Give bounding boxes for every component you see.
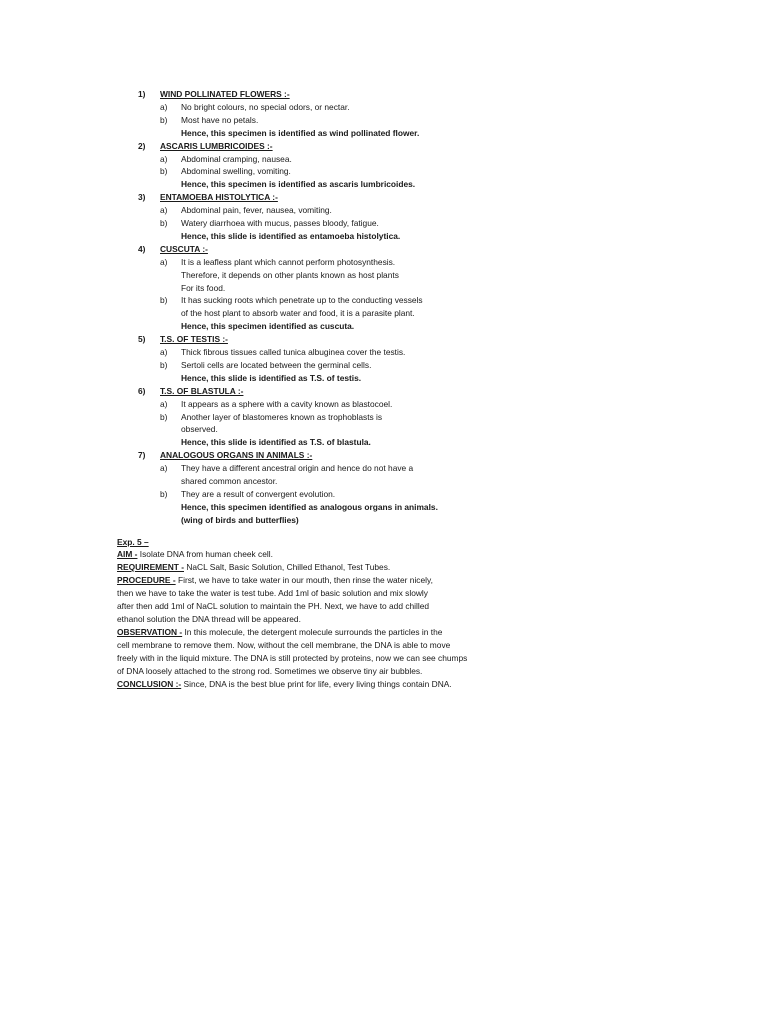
section-number: 1) [138, 89, 146, 99]
section-title: T.S. OF BLASTULA :- [160, 385, 244, 396]
aim-text: Isolate DNA from human cheek cell. [137, 549, 273, 559]
item-text: They are a result of convergent evolution. [181, 488, 336, 499]
item-text: It has sucking roots which penetrate up to the conducting vessels [181, 295, 423, 306]
identification-text: Hence, this specimen identified as cuscuta. [181, 321, 355, 332]
identification-text: Hence, this specimen is identified as wind pollinated flower. [181, 127, 420, 138]
item-letter: b) [160, 488, 168, 499]
aim-label: AIM - [117, 549, 138, 559]
item-text: Sertoli cells are located between the germinal cells. [181, 359, 372, 370]
item-text: of the host plant to absorb water and food, it is a parasite plant. [181, 308, 415, 319]
item-text: No bright colours, no special odors, or nectar. [181, 101, 350, 112]
section-title: ASCARIS LUMBRICOIDES :- [160, 140, 273, 151]
conclusion-line [117, 679, 452, 689]
item-text: Watery diarrhoea with mucus, passes bloody, fatigue. [181, 218, 379, 228]
identification-text: Hence, this specimen is identified as ascaris lumbricoides. [181, 179, 416, 190]
experiment-heading: Exp. 5 – [117, 537, 149, 547]
observation-text: cell membrane to remove them. Now, without the cell membrane, the DNA is able to move [117, 640, 451, 650]
item-text: Thick fibrous tissues called tunica albuginea cover the testis. [181, 347, 406, 357]
procedure-text: then we have to take the water is test tube. Add 1ml of basic solution and mix slowly [117, 588, 428, 598]
section-number: 7) [138, 450, 146, 461]
identification-text: Hence, this slide is identified as entamoeba histolytica. [181, 230, 401, 241]
requirement-line [117, 562, 390, 572]
item-letter: a) [160, 256, 168, 267]
item-text: Abdominal swelling, vomiting. [181, 166, 291, 177]
observation-label: OBSERVATION - [117, 627, 183, 637]
item-letter: a) [160, 205, 168, 216]
section-number: 6) [138, 385, 146, 396]
section-title: ANALOGOUS ORGANS IN ANIMALS :- [160, 450, 313, 461]
item-text: For its food. [181, 282, 226, 293]
item-letter: b) [160, 218, 168, 228]
procedure-text: First, we have to take water in our mouth, then rinse the water nicely, [175, 575, 433, 585]
section-number: 3) [138, 192, 146, 203]
identification-text: Hence, this specimen identified as analogous organs in animals. [181, 501, 438, 512]
section-number: 5) [138, 334, 146, 345]
item-text: observed. [181, 424, 218, 435]
observation-text: of DNA loosely attached to the strong rod. Sometimes we observe tiny air bubbles. [117, 666, 423, 676]
item-text: Abdominal cramping, nausea. [181, 153, 292, 164]
item-letter: a) [160, 398, 168, 409]
item-letter: b) [160, 114, 168, 125]
item-text: They have a different ancestral origin and hence do not have a [181, 463, 414, 474]
section-title: CUSCUTA :- [160, 243, 208, 254]
section-number: 4) [138, 243, 146, 254]
item-text: It appears as a sphere with a cavity known as blastocoel. [181, 398, 393, 409]
item-text: Therefore, it depends on other plants known as host plants [181, 269, 399, 280]
item-letter: a) [160, 101, 168, 112]
section-title: ENTAMOEBA HISTOLYTICA :- [160, 192, 278, 203]
item-letter: a) [160, 463, 168, 474]
identification-text: Hence, this slide is identified as T.S. of testis. [181, 372, 362, 383]
item-text: shared common ancestor. [181, 476, 278, 486]
observation-text: In this molecule, the detergent molecule surrounds the particles in the [182, 627, 443, 637]
identification-text: (wing of birds and butterflies) [181, 514, 299, 525]
item-text: Abdominal pain, fever, nausea, vomiting. [181, 205, 332, 216]
item-text: It is a leafless plant which cannot perform photosynthesis. [181, 256, 396, 267]
conclusion-label: CONCLUSION :- [117, 679, 182, 689]
item-text: Another layer of blastomeres known as trophoblasts is [181, 411, 383, 422]
observation-text: freely with in the liquid mixture. The DNA is still protected by proteins, now we can see chumps [117, 653, 468, 663]
identification-text: Hence, this slide is identified as T.S. of blastula. [181, 437, 371, 448]
procedure-text: ethanol solution the DNA thread will be appeared. [117, 614, 301, 624]
item-letter: b) [160, 295, 168, 306]
item-text: Most have no petals. [181, 114, 259, 125]
item-letter: a) [160, 347, 168, 357]
observation-line [117, 627, 442, 637]
section-title: T.S. OF TESTIS :- [160, 334, 228, 345]
item-letter: b) [160, 359, 168, 370]
procedure-label: PROCEDURE - [117, 575, 176, 585]
procedure-line [117, 575, 433, 585]
conclusion-text: Since, DNA is the best blue print for life, every living things contain DNA. [181, 679, 452, 689]
item-letter: b) [160, 411, 168, 422]
item-letter: b) [160, 166, 168, 177]
item-letter: a) [160, 153, 168, 164]
section-title: WIND POLLINATED FLOWERS :- [160, 89, 290, 99]
procedure-text: after then add 1ml of NaCL solution to maintain the PH. Next, we have to add chilled [117, 601, 430, 611]
aim-line [117, 549, 273, 559]
requirement-text: NaCL Salt, Basic Solution, Chilled Ethanol, Test Tubes. [184, 562, 391, 572]
section-number: 2) [138, 140, 146, 151]
requirement-label: REQUIREMENT - [117, 562, 184, 572]
